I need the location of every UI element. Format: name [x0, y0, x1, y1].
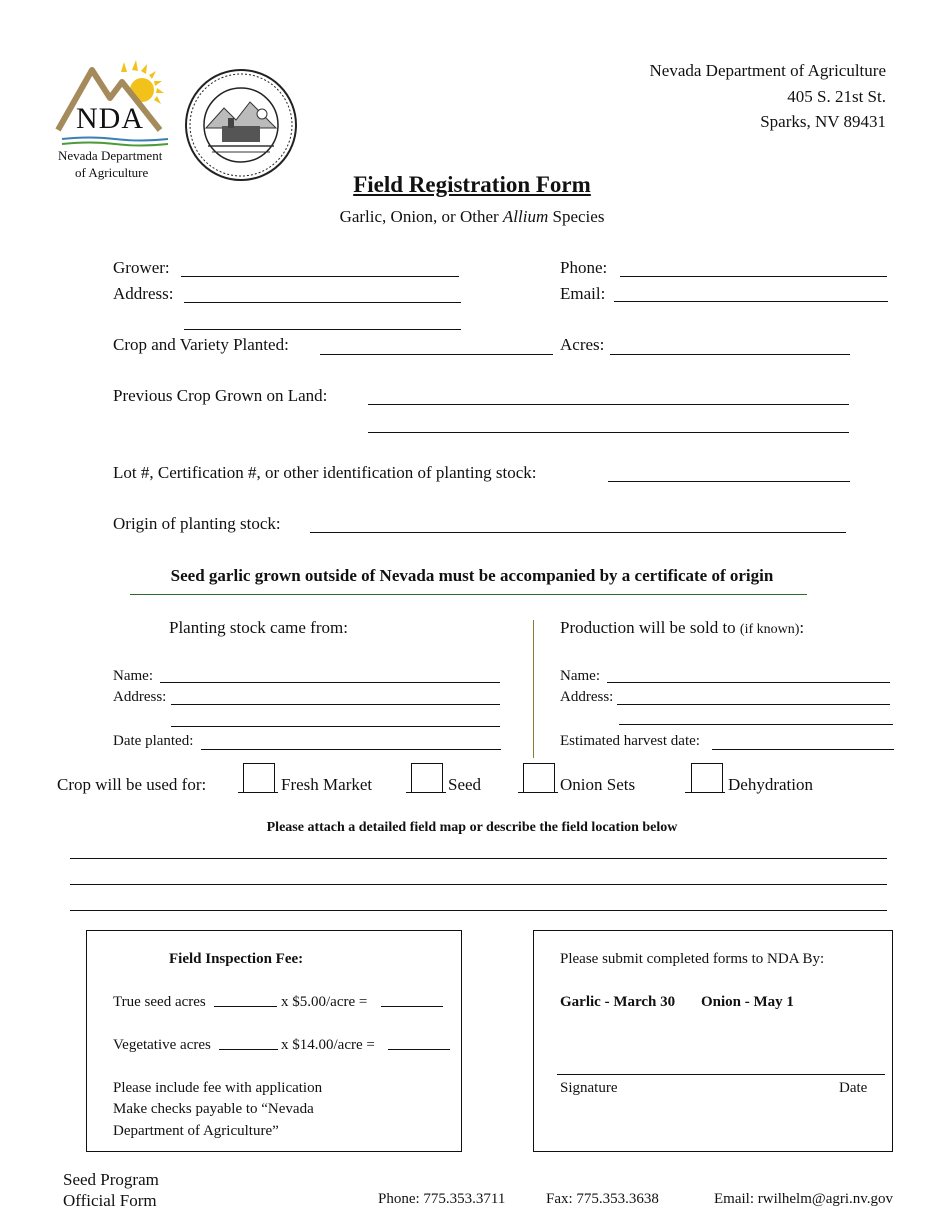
seed-checkbox[interactable] — [411, 763, 443, 792]
logo-name-line2: of Agriculture — [75, 165, 149, 180]
fee-note-2: Make checks payable to “Nevada — [113, 1101, 314, 1117]
sold-to-address-field-2[interactable] — [619, 724, 893, 725]
footer-email: Email: rwilhelm@agri.nv.gov — [714, 1191, 894, 1207]
date-label: Date — [839, 1080, 868, 1096]
fee-title: Field Inspection Fee: — [169, 951, 304, 967]
dehydration-checkbox-line — [685, 792, 725, 793]
email-label: Email: — [560, 284, 606, 303]
page-title: Field Registration Form — [353, 172, 591, 197]
crop-use-label: Crop will be used for: — [57, 775, 207, 794]
vegetative-label: Vegetative acres — [113, 1037, 211, 1053]
date-planted-field[interactable] — [201, 749, 501, 750]
fee-note-1: Please include fee with application — [113, 1080, 323, 1096]
true-seed-total-field[interactable] — [381, 1006, 443, 1007]
column-divider — [533, 620, 534, 758]
signature-field[interactable] — [557, 1074, 885, 1075]
dehydration-checkbox[interactable] — [691, 763, 723, 792]
address-line3: Sparks, NV 89431 — [760, 112, 886, 131]
onion-deadline: Onion - May 1 — [701, 994, 794, 1010]
previous-crop-field-2[interactable] — [368, 432, 849, 433]
nda-logo — [50, 58, 180, 183]
harvest-date-label: Estimated harvest date: — [560, 733, 700, 749]
planting-from-name-label: Name: — [113, 668, 153, 684]
vegetative-acres-field[interactable] — [219, 1049, 278, 1050]
onion-sets-checkbox-line — [518, 792, 558, 793]
origin-label: Origin of planting stock: — [113, 514, 281, 533]
seed-label: Seed — [448, 775, 482, 794]
garlic-deadline: Garlic - March 30 — [560, 994, 676, 1010]
date-planted-label: Date planted: — [113, 733, 194, 749]
fee-note-3: Department of Agriculture” — [113, 1123, 279, 1139]
planting-from-heading: Planting stock came from: — [169, 618, 348, 637]
field-location-line-1[interactable] — [70, 858, 887, 859]
true-seed-rate: x $5.00/acre = — [281, 994, 368, 1010]
planting-from-address-field-2[interactable] — [171, 726, 500, 727]
fresh-market-label: Fresh Market — [281, 775, 373, 794]
seed-checkbox-line — [406, 792, 446, 793]
true-seed-acres-field[interactable] — [214, 1006, 277, 1007]
fresh-market-checkbox[interactable] — [243, 763, 275, 792]
address-label: Address: — [113, 284, 174, 303]
origin-field[interactable] — [310, 532, 846, 533]
fresh-market-checkbox-line — [238, 792, 278, 793]
notice-rule — [130, 594, 807, 595]
acres-field[interactable] — [610, 354, 850, 355]
address-line1: Nevada Department of Agriculture — [649, 61, 886, 80]
dehydration-label: Dehydration — [728, 775, 813, 794]
footer-phone: Phone: 775.353.3711 — [378, 1191, 506, 1207]
grower-field[interactable] — [181, 276, 459, 277]
sold-to-address-label: Address: — [560, 689, 614, 705]
sold-to-heading — [560, 618, 804, 638]
subtitle-after: Species — [548, 207, 605, 226]
address-field[interactable] — [184, 302, 461, 303]
footer-program-2: Official Form — [63, 1191, 157, 1210]
footer-fax: Fax: 775.353.3638 — [546, 1191, 659, 1207]
onion-sets-checkbox[interactable] — [523, 763, 555, 792]
subtitle-before: Garlic, Onion, or Other — [339, 207, 503, 226]
email-field[interactable] — [614, 301, 888, 302]
sold-to-heading-small: (if known) — [739, 622, 800, 637]
crop-variety-field[interactable] — [320, 354, 553, 355]
sold-to-name-label: Name: — [560, 668, 600, 684]
field-location-line-2[interactable] — [70, 884, 887, 885]
onion-sets-label: Onion Sets — [560, 775, 636, 794]
harvest-date-field[interactable] — [712, 749, 894, 750]
sold-to-name-field[interactable] — [607, 682, 890, 683]
submit-text: Please submit completed forms to NDA By: — [560, 951, 825, 967]
previous-crop-label: Previous Crop Grown on Land: — [113, 386, 328, 405]
address-field-2[interactable] — [184, 329, 461, 330]
logo-water-lines — [60, 136, 170, 148]
field-location-line-3[interactable] — [70, 910, 887, 911]
sold-to-heading-text: Production will be sold to — [560, 618, 740, 637]
footer-program-1: Seed Program — [63, 1170, 159, 1189]
state-seal — [184, 68, 298, 182]
acres-label: Acres: — [560, 335, 605, 354]
lot-field[interactable] — [608, 481, 850, 482]
previous-crop-field[interactable] — [368, 404, 849, 405]
phone-field[interactable] — [620, 276, 887, 277]
page-subtitle — [0, 207, 944, 227]
grower-label: Grower: — [113, 258, 170, 277]
planting-from-address-field[interactable] — [171, 704, 500, 705]
vegetative-total-field[interactable] — [388, 1049, 450, 1050]
logo-abbr: NDA — [76, 102, 144, 135]
sold-to-heading-end: : — [799, 618, 805, 637]
phone-label: Phone: — [560, 258, 608, 277]
planting-from-name-field[interactable] — [160, 682, 500, 683]
true-seed-label: True seed acres — [113, 994, 206, 1010]
lot-label: Lot #, Certification #, or other identification of planting stock: — [113, 463, 537, 482]
logo-name-line1: Nevada Department — [58, 148, 163, 163]
vegetative-rate: x $14.00/acre = — [281, 1037, 375, 1053]
crop-variety-label: Crop and Variety Planted: — [113, 335, 289, 354]
subtitle-italic: Allium — [502, 207, 549, 226]
signature-label: Signature — [560, 1080, 618, 1096]
certificate-notice: Seed garlic grown outside of Nevada must be accompanied by a certificate of origin — [170, 566, 774, 585]
sold-to-address-field[interactable] — [617, 704, 890, 705]
map-instruction: Please attach a detailed field map or describe the field location below — [266, 820, 678, 835]
planting-from-address-label: Address: — [113, 689, 167, 705]
address-line2: 405 S. 21st St. — [787, 87, 886, 106]
